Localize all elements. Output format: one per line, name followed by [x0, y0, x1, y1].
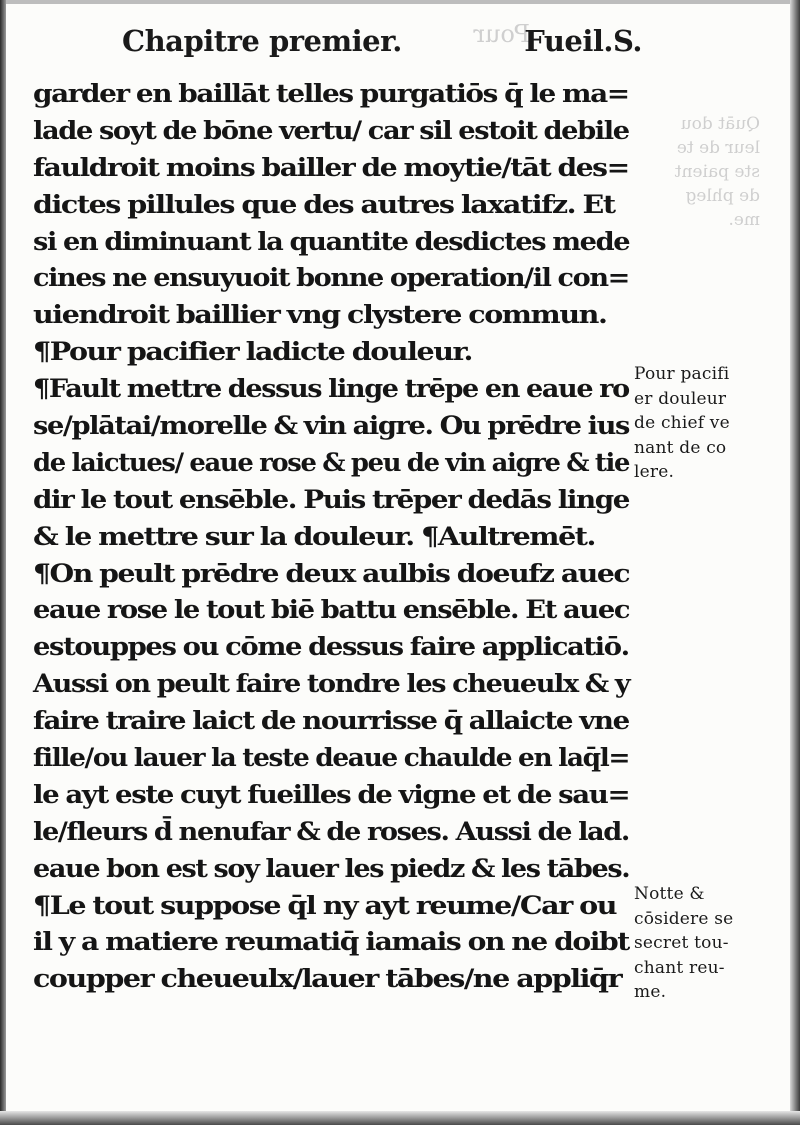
scan-edge-left [0, 0, 6, 1125]
margin-note-line: er douleur [634, 388, 727, 409]
text-line: uiendroit baillier vng clystere commun. [33, 300, 607, 331]
text-line: eaue rose le tout biē battu ensēble. Et auec [33, 595, 630, 626]
margin-note-line: secret tou- [634, 933, 729, 953]
text-line: & le mettre sur la douleur. ¶Aultremēt. [33, 521, 596, 552]
margin-note-line: lere. [634, 462, 675, 482]
text-line: il y a matiere reumatiq̄ iamais on ne doibt [33, 927, 629, 958]
text-line: dir le tout ensēble. Puis trēper dedās linge [33, 484, 630, 515]
text-line: eaue bon est soy lauer les piedz & les tābes. [33, 853, 630, 884]
margin-note-pacifier [634, 362, 794, 485]
text-line: ¶Le tout suppose q̄l ny ayt reume/Car ou [33, 890, 617, 921]
text-line: le ayt este cuyt fueilles de vigne et de sau= [33, 779, 630, 810]
margin-note-notte [634, 882, 794, 1005]
text-line: coupper cheueulx/lauer tābes/ne appliq̄r [33, 964, 622, 995]
margin-note-line: me. [634, 982, 667, 1002]
text-line: garder en baillāt telles purgatiōs q̄ le ma= [33, 79, 629, 109]
bleed-line: leur de te [676, 138, 760, 158]
text-line: de laictues/ eaue rose & peu de vin aigre & tie [33, 447, 630, 478]
scan-edge-top [0, 0, 800, 4]
chapter-title: Chapitre premier. [122, 24, 402, 58]
margin-note-line: cōsidere se [634, 908, 734, 929]
margin-note-line: Notte & [634, 884, 705, 904]
bleed-line: de phleg [685, 186, 760, 206]
text-line: faire traire laict de nourrisse q̄ allaicte vne [33, 706, 629, 737]
text-line: dictes pillules que des autres laxatifz. Et [33, 189, 615, 220]
text-line: Aussi on peult faire tondre les cheueulx & y [33, 669, 630, 700]
margin-note-line: Pour pacifi [634, 364, 730, 384]
bleed-line: me. [728, 210, 760, 230]
bleed-header-text: Pour [473, 20, 530, 48]
text-line: lade soyt de bōne vertu/ car sil estoit debile [33, 115, 629, 146]
scan-edge-bottom [0, 1111, 800, 1125]
text-line: si en diminuant la quantite desdictes mede [33, 226, 630, 257]
text-line: ¶On peult prēdre deux aulbis doeufz auec [33, 558, 630, 589]
text-line: estouppes ou cōme dessus faire applicatiō. [33, 632, 629, 663]
text-line: se/plātai/morelle & vin aigre. Ou prēdre ius [33, 411, 629, 442]
bleed-line: ste paient [674, 162, 760, 182]
margin-note-line: de chief ve [634, 413, 730, 433]
folio-number: Fueil.S. [524, 24, 642, 58]
text-line: cines ne ensuyuoit bonne operation/il con= [33, 263, 630, 294]
text-line: fille/ou lauer la teste deaue chaulde en laq̄l= [33, 743, 630, 774]
margin-note-line: nant de co [634, 437, 727, 458]
bleed-line: Quāt dou [680, 114, 760, 134]
text-line: le/fleurs d̄ nenufar & de roses. Aussi de lad. [33, 816, 630, 847]
margin-note-line: chant reu- [634, 957, 725, 978]
text-line: fauldroit moins bailler de moytie/tāt des= [33, 152, 629, 183]
main-text-block [33, 76, 633, 998]
section-heading: ¶Pour pacifier ladicte douleur. [33, 337, 473, 368]
text-line: ¶Fault mettre dessus linge trēpe en eaue ro [33, 374, 629, 405]
running-header [122, 20, 642, 68]
